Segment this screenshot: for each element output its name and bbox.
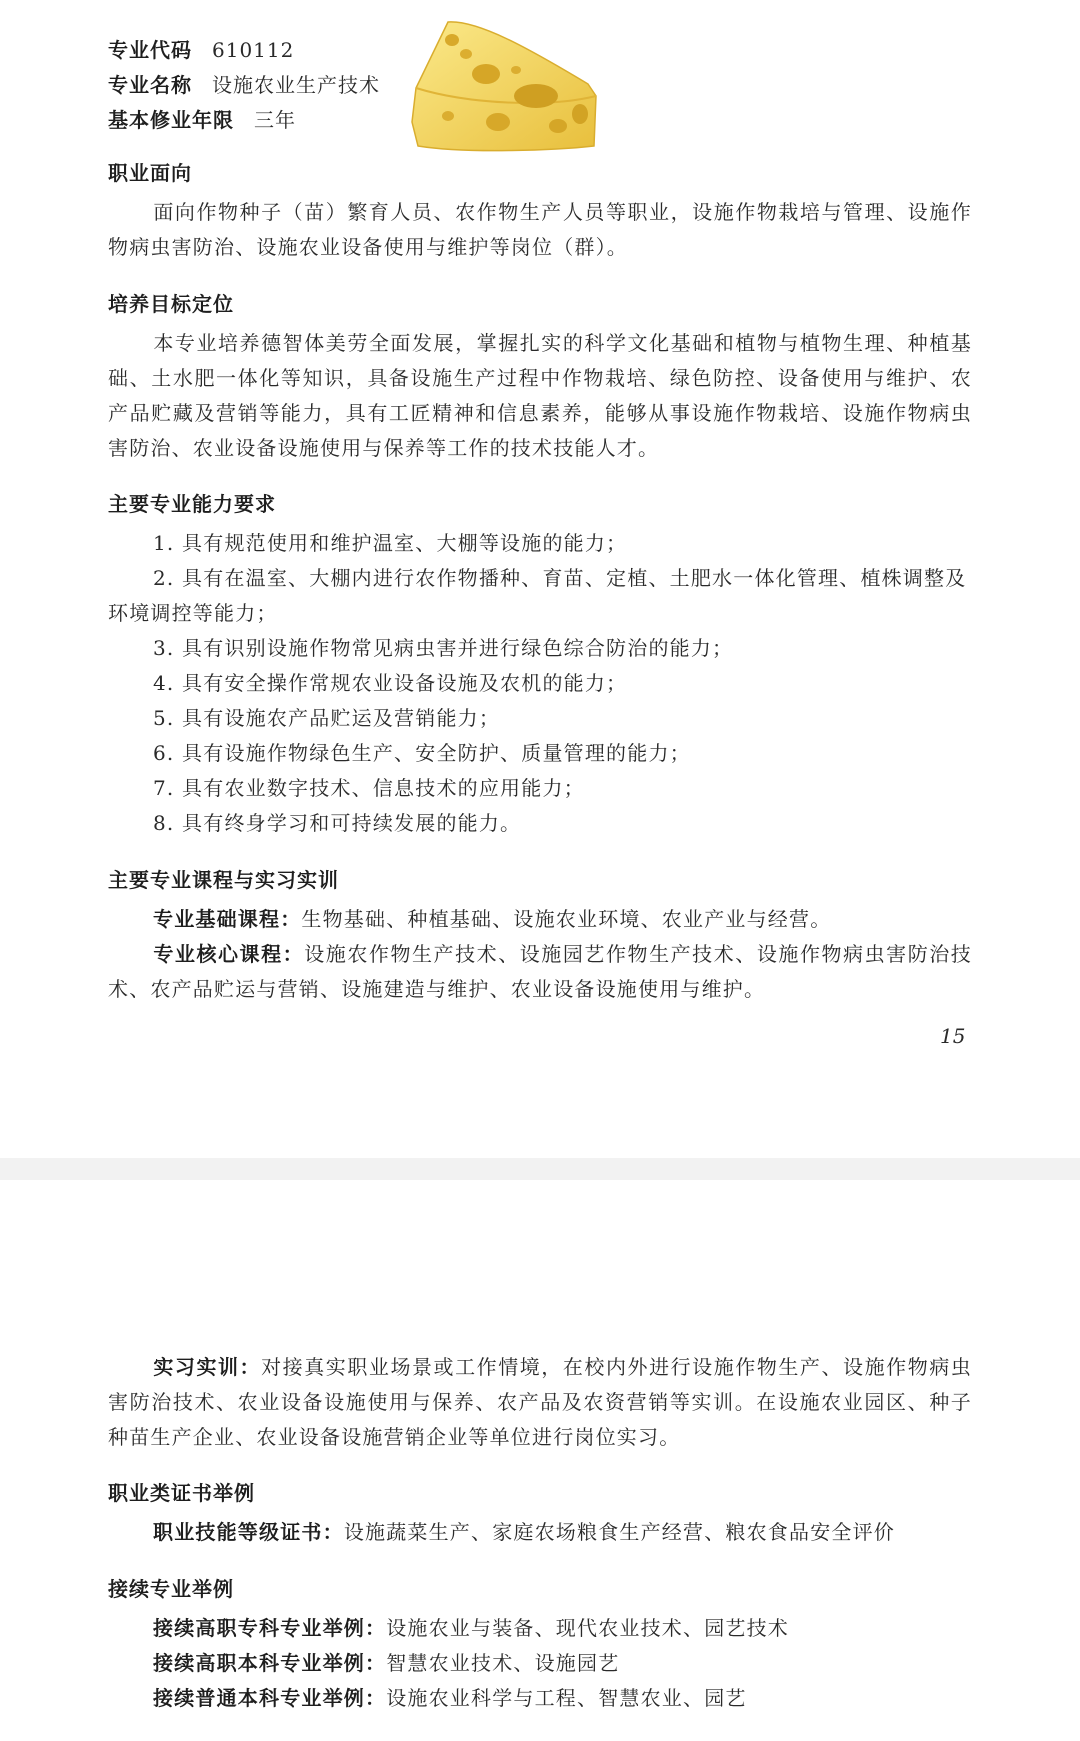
ability-item: 1. 具有规范使用和维护温室、大棚等设施的能力； (153, 531, 628, 555)
ability-heading: 主要专业能力要求 (108, 492, 276, 516)
core-course-label: 专业核心课程： (153, 942, 305, 966)
core-course-paragraph (108, 937, 972, 1007)
continue-row-3 (108, 1681, 972, 1716)
basic-course-paragraph (108, 902, 972, 937)
study-years-value: 三年 (254, 108, 296, 132)
ability-item: 4. 具有安全操作常规农业设备设施及农机的能力； (153, 671, 628, 695)
page-number: 15 (940, 1024, 966, 1048)
major-code-row (108, 34, 294, 63)
goal-text: 本专业培养德智体美劳全面发展，掌握扎实的科学文化基础和植物与植物生理、种植基础、土水肥一体化等知识，具备设施生产过程中作物栽培、绿色防控、设备使用与维护、农产品贮藏及营销等能力，具有工匠精神和信息素养，能够从事设施作物栽培、设施作物病虫害防治、农业设备设施使用与保养等工作的技术技能人才。 (108, 331, 972, 460)
goal-heading: 培养目标定位 (108, 292, 234, 316)
continue-text-2: 智慧农业技术、设施园艺 (386, 1651, 620, 1675)
major-name-value: 设施农业生产技术 (212, 73, 380, 97)
course-heading: 主要专业课程与实习实训 (108, 868, 339, 892)
continue-row-2 (108, 1646, 972, 1681)
cert-label: 职业技能等级证书： (153, 1520, 344, 1544)
internship-text: 对接真实职业场景或工作情境，在校内外进行设施作物生产、设施作物病虫害防治技术、农业设备设施使用与保养、农产品及农资营销等实训。在设施农业园区、种子种苗生产企业、农业设备设施营销企业等单位进行岗位实习。 (108, 1355, 973, 1449)
continue-heading: 接续专业举例 (108, 1577, 234, 1601)
cert-paragraph (108, 1515, 972, 1550)
career-heading: 职业面向 (108, 161, 192, 185)
ability-item: 7. 具有农业数字技术、信息技术的应用能力； (153, 776, 585, 800)
career-text: 面向作物种子（苗）繁育人员、农作物生产人员等职业，设施作物栽培与管理、设施作物病虫害防治、设施农业设备使用与维护等岗位（群）。 (108, 200, 972, 259)
page-separator (0, 1158, 1080, 1180)
ability-item: 3. 具有识别设施作物常见病虫害并进行绿色综合防治的能力； (153, 636, 734, 660)
continue-text-1: 设施农业与装备、现代农业技术、园艺技术 (386, 1616, 790, 1640)
continue-label-3: 接续普通本科专业举例： (153, 1686, 387, 1710)
internship-label: 实习实训： (153, 1355, 262, 1379)
major-name-row (108, 69, 380, 98)
continue-label-2: 接续高职本科专业举例： (153, 1651, 387, 1675)
internship-paragraph (108, 1350, 972, 1455)
continue-label-1: 接续高职专科专业举例： (153, 1616, 387, 1640)
ability-item: 6. 具有设施作物绿色生产、安全防护、质量管理的能力； (153, 741, 691, 765)
cert-text: 设施蔬菜生产、家庭农场粮食生产经营、粮农食品安全评价 (343, 1520, 896, 1544)
cheese-icon (408, 18, 608, 154)
core-course-text: 设施农作物生产技术、设施园艺作物生产技术、设施作物病虫害防治技术、农产品贮运与营销、设施建造与维护、农业设备设施使用与维护。 (108, 942, 973, 1001)
basic-course-label: 专业基础课程： (153, 907, 302, 931)
ability-item: 8. 具有终身学习和可持续发展的能力。 (153, 811, 522, 835)
career-paragraph (108, 195, 972, 265)
basic-course-text: 生物基础、种植基础、设施农业环境、农业产业与经营。 (301, 907, 832, 931)
continue-text-3: 设施农业科学与工程、智慧农业、园艺 (386, 1686, 747, 1710)
ability-item: 5. 具有设施农产品贮运及营销能力； (153, 706, 501, 730)
ability-item: 2. 具有在温室、大棚内进行农作物播种、育苗、定植、土肥水一体化管理、植株调整及环境调控等能力； (108, 566, 967, 625)
major-code-value: 610112 (212, 38, 295, 62)
study-years-label: 基本修业年限 (108, 108, 234, 132)
major-code-label: 专业代码 (108, 38, 192, 62)
continue-row-1 (108, 1611, 972, 1646)
major-name-label: 专业名称 (108, 73, 192, 97)
cert-heading: 职业类证书举例 (108, 1481, 255, 1505)
goal-paragraph (108, 326, 972, 466)
study-years-row (108, 104, 296, 133)
